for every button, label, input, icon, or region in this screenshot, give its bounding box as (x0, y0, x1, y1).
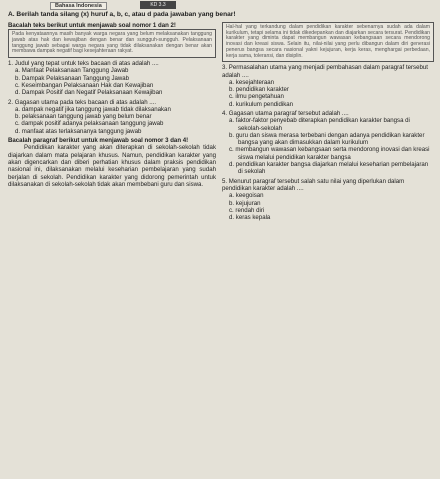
question-stem: 4. Gagasan utama paragraf tersebut adalah .... (222, 110, 349, 117)
kd-code-badge: KD 3.3 (140, 1, 176, 9)
option-a[interactable]: a. kesejahteraan (229, 78, 275, 86)
option-c[interactable]: c. rendah diri (229, 206, 265, 214)
header-bar (0, 0, 440, 11)
option-b[interactable]: b. guru dan siswa merasa terbebani dengan adanya pendidikan karakter bangsa yang akan dimasukkan dalam kurikulum (229, 131, 425, 147)
question-2 (8, 99, 216, 135)
question-5 (222, 178, 434, 222)
option-b[interactable]: b. pelaksanaan tanggung jawab yang belum benar (15, 113, 152, 121)
reading-instruction-1: Bacalah teks berikut untuk menjawab soal nomor 1 dan 2! (8, 22, 176, 29)
option-c[interactable]: c. membangun wawasan kebangsaan serta mendorong inovasi dan kreasi siswa melalui pendidikan karakter bangsa (229, 146, 430, 161)
question-stem: 2. Gagasan utama pada teks bacaan di atas adalah .... (8, 98, 157, 106)
option-a[interactable]: a. dampak negatif jika tanggung jawab tidak dilaksanakan (15, 105, 171, 113)
option-d[interactable]: d. kurikulum pendidikan (229, 100, 294, 108)
option-d[interactable]: d. Dampak Positif dan Negatif Pelaksanaan Kewajiban (15, 89, 163, 97)
option-a[interactable]: a. faktor-faktor penyebab diterapkan pendidikan karakter bangsa di sekolah-sekolah (229, 117, 410, 132)
option-d[interactable]: d. manfaat atas terlaksananya tanggung jawab (15, 127, 142, 135)
option-c[interactable]: c. dampak positif adanya pelaksanaan tanggung jawab (15, 120, 164, 128)
question-3 (222, 64, 434, 108)
option-b[interactable]: b. kejujuran (229, 199, 261, 207)
question-1 (8, 60, 216, 96)
reading-text-box-2: Hal-hal yang terkandung dalam pendidikan karakter sebenarnya sudah ada dalam kurikulum, tetapi selama ini tidak dikedepankan dan diajarkan secara tersurat. Pendidikan karakter yang diminta dapat membangun wawasan kebangsaan secara mendorong inovasi dan kreasi siswa. Selain itu, nilai-nilai yang perlu dibangun dalam diri generasi penerus bangsa secara nasional yakni kejujuran, kerja keras, menghargai perbedaan, kerja sama, toleransi, dan disiplin. (222, 22, 434, 62)
option-c[interactable]: c. Keseimbangan Pelaksanaan Hak dan Kewajiban (15, 82, 154, 89)
reading-instruction-2: Bacalah paragraf berikut untuk menjawab soal nomor 3 dan 4! (8, 137, 189, 145)
question-stem: 1. Judul yang tepat untuk teks bacaan di atas adalah .... (8, 60, 159, 68)
question-stem: 3. Permasalahan utama yang menjadi pembahasan dalam paragraf tersebut adalah .... (222, 64, 428, 79)
question-stem: 5. Menurut paragraf tersebut salah satu nilai yang diperlukan dalam pendidikan karakter adalah .... (222, 177, 405, 192)
option-c[interactable]: c. ilmu pengetahuan (229, 93, 284, 101)
option-b[interactable]: b. Dampak Pelaksanaan Tanggung Jawab (15, 74, 130, 82)
question-4 (222, 110, 434, 176)
left-column (8, 22, 216, 188)
reading-text-box-1: Pada kenyataannya masih banyak warga negara yang belum melaksanakan tanggung jawab atas hak dan kewajiban dengan benar dan sungguh-sungguh. Pelaksanaan tanggung jawab sebagai warga negara yang tidak dilaksanakan dengan benar akan membawa dampak negatif bagi kesejahteraan rakyat. (8, 29, 216, 58)
option-a[interactable]: a. keegoisan (229, 192, 264, 200)
option-b[interactable]: b. pendidikan karakter (229, 86, 289, 94)
section-a-title: A. Berilah tanda silang (x) huruf a, b, c, atau d pada jawaban yang benar! (8, 11, 236, 18)
option-a[interactable]: a. Manfaat Pelaksanaan Tanggung Jawab (15, 67, 129, 75)
subject-label: Bahasa Indonesia (50, 2, 107, 10)
option-d[interactable]: d. keras kepala (229, 214, 271, 222)
reading-paragraph-2: Pendidikan karakter yang akan diterapkan di sekolah-sekolah tidak diajarkan dalam mata pelajaran khusus. Namun, pendidikan karakter yang akan digencarkan dan diberi perhatian khusus dalam praksis pendidikan nasional ini, dilaksanakan melalui keseharian pembelajaran yang sudah berjalan di sekolah. Pendidikan karakter yang didorong pemerintah untuk dilaksanakan di sekolah-sekolah tidak akan membebani guru dan siswa. (8, 144, 216, 188)
right-column (222, 22, 434, 221)
option-d[interactable]: d. pendidikan karakter bangsa diajarkan melalui keseharian pembelajaran di sekolah (229, 161, 429, 176)
